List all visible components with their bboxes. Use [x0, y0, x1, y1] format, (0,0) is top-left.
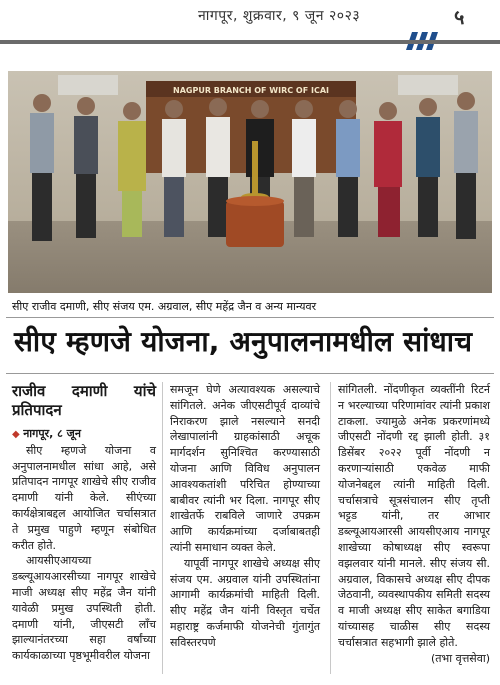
- article-column-1: [12, 382, 156, 664]
- article-column-3: [338, 382, 490, 666]
- headline-rule: [6, 373, 494, 374]
- column-divider: [330, 382, 331, 674]
- page-dateline: नागपूर, शुक्रवार, ९ जून २०२३: [198, 8, 361, 24]
- article-column-2: [170, 382, 320, 651]
- banner-text: NAGPUR BRANCH OF WIRC OF ICAI: [173, 86, 329, 95]
- page-number: ५: [454, 5, 465, 29]
- article-paragraph: सीए म्हणजे योजना व अनुपालनामधील सांधा आहे, असे प्रतिपादन नागपूर शाखेचे सीए राजीव दमाणी यांनी केले. सीएंच्या कार्यक्षेत्राबद्दल आयोजित चर्चासत्रात ते प्रमुख पाहुणे म्हणून संबोधित करीत होते.: [12, 443, 156, 552]
- article-dateline: ◆ नागपूर, ८ जून: [12, 427, 81, 440]
- article-subhead: राजीव दमाणी यांचे प्रतिपादन: [12, 382, 156, 419]
- article-paragraph: समजून घेणे अत्यावश्यक असल्याचे सांगितले. अनेक जीएसटीपूर्व दाव्यांचे निराकरण झाले नसल्याने सनदी लेखापालांनी ग्राहकांसाठी अचूक मार्गदर्शन सुनिश्चित करण्यासाठी योजना आणि विविध अनुपालन आवश्यकतांशी परिचित होण्याच्या बाबीवर त्यांनी भर दिला. नागपूर सीए शाखेतर्फे राबविले जाणारे उपक्रम आणि कार्यक्रमांच्या दर्जाबाबतही त्यांनी समाधान व्यक्त केले.: [170, 383, 320, 554]
- photo-caption: सीए राजीव दमाणी, सीए संजय एम. अग्रवाल, सीए महेंद्र जैन व अन्य मान्यवर: [12, 300, 317, 313]
- caption-rule: [6, 317, 494, 318]
- article-paragraph: आयसीएआयच्या डब्ल्यूआयआरसीच्या नागपूर शाखेचे माजी अध्यक्ष सीए महेंद्र जैन यांनी यावेळी प्रमुख उपस्थिती होती. दमाणी यांनी, जीएसटी लॉंच झाल्यानंतरच्या सहा वर्षांच्या कार्यकाळाच्या पृष्ठभूमीवरील योजना: [12, 554, 156, 663]
- diamond-bullet-icon: ◆: [12, 429, 20, 440]
- article-paragraph: यापूर्वी नागपूर शाखेचे अध्यक्ष सीए संजय एम. अग्रवाल यांनी उपस्थितांना आगामी कार्यक्रमांची माहिती दिली. सीए महेंद्र जैन यांनी विस्तृत चर्चेत महाराष्ट्र कर्जमाफी योजनेची गुंतागुंत सविस्तरपणे: [170, 556, 320, 649]
- event-photo: [8, 71, 492, 293]
- article-headline: सीए म्हणजे योजना, अनुपालनामधील सांधाच: [14, 325, 473, 358]
- column-divider: [162, 382, 163, 674]
- news-service-credit: (तभा वृत्तसेवा): [430, 651, 490, 665]
- article-paragraph: सांगितली. नोंदणीकृत व्यक्तींनी रिटर्न न भरल्याच्या परिणामांवर त्यांनी प्रकाश टाकला. ज्यामुळे अनेक प्रकरणांमध्ये जीएसटी नोंदणी रद्द झाली होती. ३१ डिसेंबर २०२२ पूर्वी नोंदणी न करणाऱ्यांसाठी एकवेळ माफी योजनेबद्दल त्यांनी माहिती दिली. चर्चासत्राचे सूत्रसंचालन सीए तृप्ती भट्टड यांनी, तर आभार डब्ल्यूआयआरसी आयसीएआय नागपूर शाखेच्या कोषाध्यक्ष सीए स्वरूपा वझलवार यांनी मानले. सीए संजय सी. अग्रवाल, विकासचे अध्यक्ष सीए दीपक जेठवानी, व्यवस्थापकीय समिती सदस्य व माजी अध्यक्ष सीए साकेत बगाडिया यांच्यासह चाळीस सीए सदस्य चर्चासत्रात सहभागी झाले होते.: [338, 383, 490, 649]
- header-rule: [0, 40, 500, 44]
